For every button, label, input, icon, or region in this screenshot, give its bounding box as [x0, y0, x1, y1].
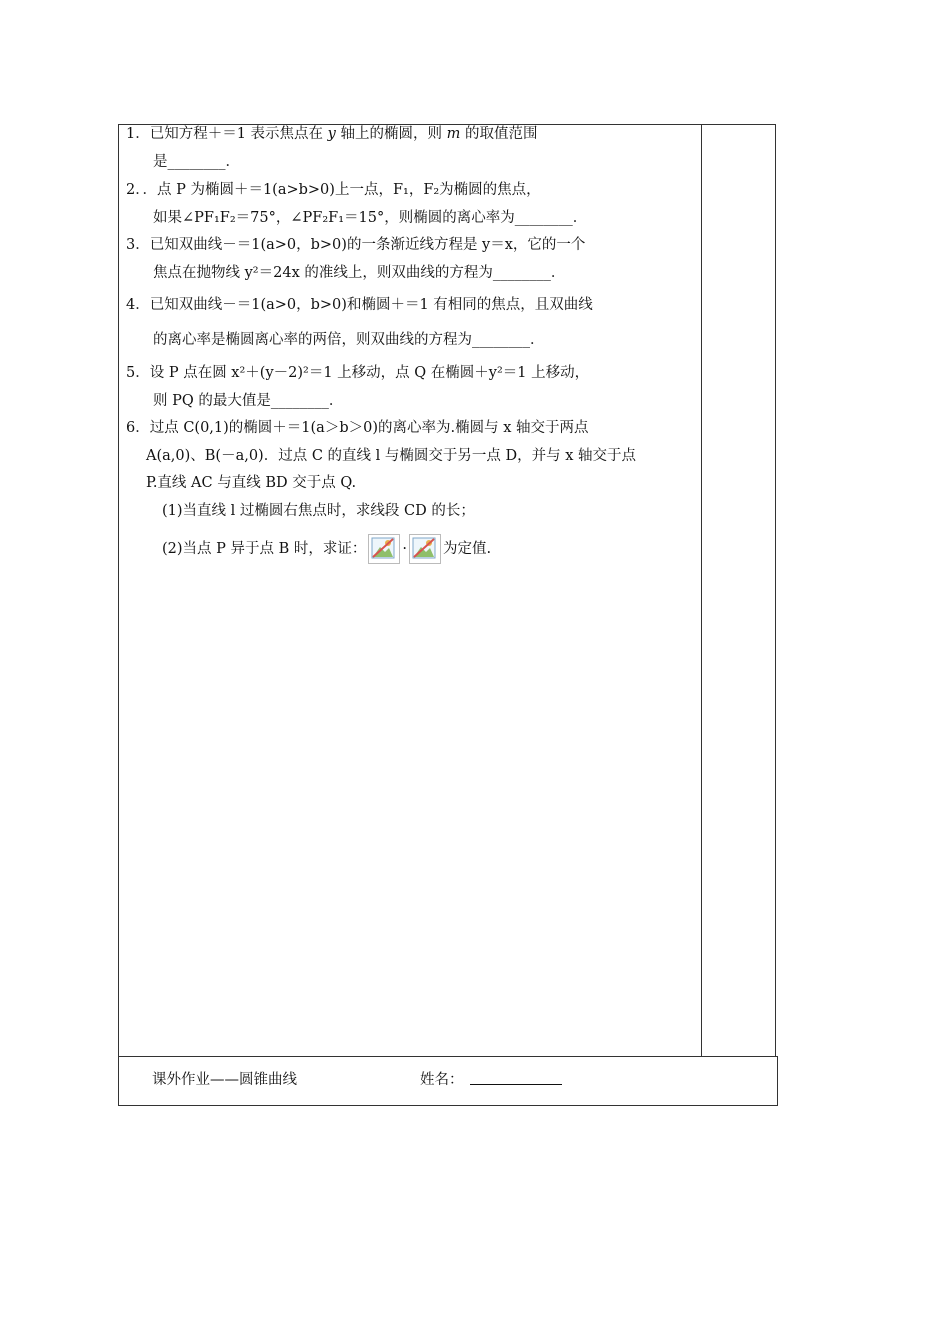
problem-6-part-1: (1)当直线 l 过椭圆右焦点时，求线段 CD 的长；	[162, 503, 475, 519]
problem-6-line-2: A(a,0)、B(－a,0)．过点 C 的直线 l 与椭圆交于另一点 D，并与 x 轴交于点	[146, 448, 637, 464]
problem-2-line-2: 如果∠PF₁F₂＝75°，∠PF₂F₁＝15°，则椭圆的离心率为________．	[153, 210, 588, 226]
problem-2-line-1: 2．．点 P 为椭圆＋＝1(a>b>0)上一点，F₁，F₂为椭圆的焦点，	[126, 182, 541, 198]
name-label: 姓名：	[420, 1072, 464, 1088]
side-margin-cell	[701, 124, 776, 1057]
problem-4-line-1: 4．已知双曲线－＝1(a>0，b>0)和椭圆＋＝1 有相同的焦点，且双曲线	[126, 297, 593, 313]
problem-4-line-2: 的离心率是椭圆离心率的两倍，则双曲线的方程为________．	[153, 332, 545, 348]
problem-6-part-2: (2)当点 P 异于点 B 时，求证： · 为定值.	[162, 534, 491, 564]
problem-3-line-2: 焦点在抛物线 y²＝24x 的准线上，则双曲线的方程为________．	[153, 265, 566, 281]
problem-6-line-3: P.直线 AC 与直线 BD 交于点 Q.	[146, 475, 357, 491]
problem-1-line-1: 1．已知方程＋＝1 表示焦点在 y 轴上的椭圆，则 m 的取值范围	[126, 126, 538, 142]
name-blank[interactable]	[470, 1084, 562, 1085]
worksheet-title: 课外作业——圆锥曲线	[152, 1072, 297, 1088]
broken-image-icon	[368, 534, 400, 564]
problem-3-line-1: 3．已知双曲线－＝1(a>0，b>0)的一条渐近线方程是 y＝x，它的一个	[126, 237, 586, 253]
problem-5-line-1: 5．设 P 点在圆 x²＋(y－2)²＝1 上移动，点 Q 在椭圆＋y²＝1 上移动，	[126, 365, 590, 381]
broken-image-icon	[409, 534, 441, 564]
problem-1-line-2: 是________．	[153, 154, 240, 170]
problem-6-line-1: 6．过点 C(0,1)的椭圆＋＝1(a＞b＞0)的离心率为.椭圆与 x 轴交于两点	[126, 420, 589, 436]
problem-5-line-2: 则 PQ 的最大值是________．	[153, 393, 344, 409]
